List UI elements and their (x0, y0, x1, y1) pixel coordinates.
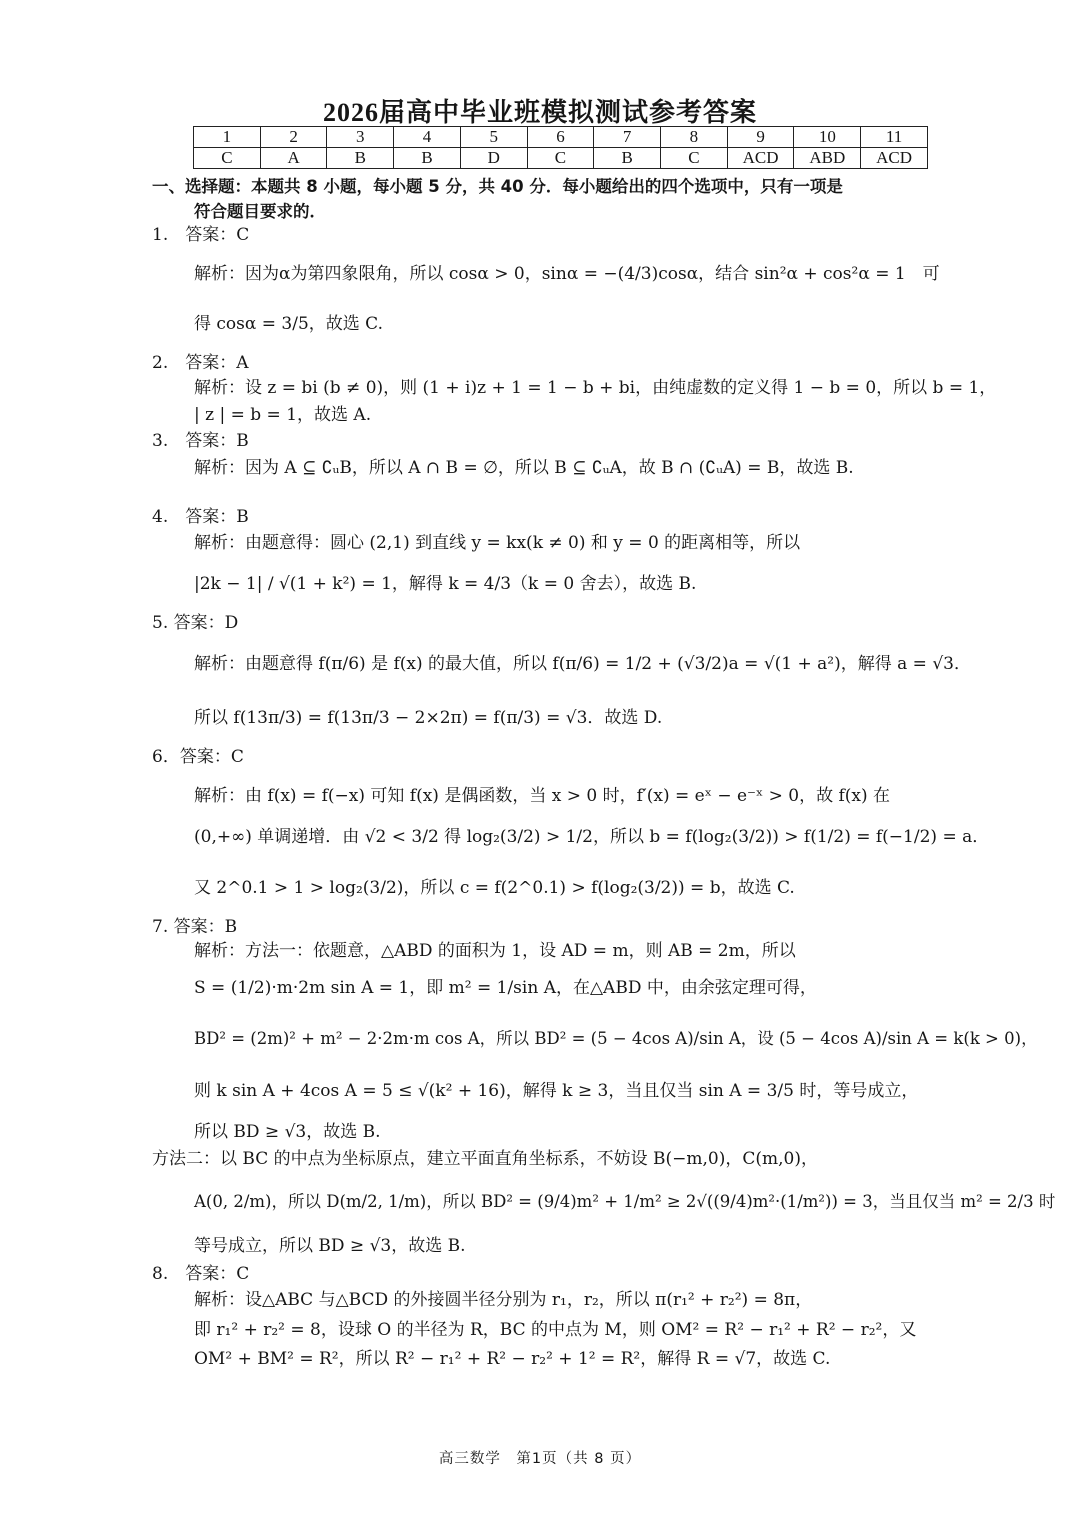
q3-answer: 3. 答案：B (152, 431, 249, 451)
question-number-cell: 10 (794, 127, 861, 148)
q3-solution: 解析：因为 A ⊆ ∁ᵤB，所以 A ∩ B = ∅，所以 B ⊆ ∁ᵤA，故 B ∩ (∁ᵤA) = B，故选 B. (194, 458, 854, 478)
q7-solution: 则 k sin A + 4cos A = 5 ≤ √(k² + 16)，解得 k ≥ 3，当且仅当 sin A = 3/5 时，等号成立， (194, 1081, 919, 1101)
q5-solution: 所以 f(13π/3) = f(13π/3 − 2×2π) = f(π/3) = √3．故选 D. (194, 708, 663, 728)
question-number-cell: 2 (260, 127, 327, 148)
q6-solution: 又 2^0.1 > 1 > log₂(3/2)，所以 c = f(2^0.1) > f(log₂(3/2)) = b，故选 C. (194, 878, 795, 898)
q8-answer: 8. 答案：C (152, 1264, 250, 1284)
answer-cell: A (260, 148, 327, 169)
answer-cell: C (527, 148, 594, 169)
answer-cell: ACD (861, 148, 928, 169)
q1-solution: 得 cosα = 3/5，故选 C. (194, 314, 383, 334)
section-heading: 一、选择题：本题共 8 小题，每小题 5 分，共 40 分．每小题给出的四个选项中，只有一项是 (152, 177, 843, 196)
page-title: 2026届高中毕业班模拟测试参考答案 (322, 98, 757, 127)
q8-solution: OM² + BM² = R²，所以 R² − r₁² + R² − r₂² + 1² = R²，解得 R = √7，故选 C. (194, 1349, 831, 1369)
q4-solution: 解析：由题意得：圆心 (2,1) 到直线 y = kx(k ≠ 0) 和 y = 0 的距离相等，所以 (194, 533, 801, 553)
answer-cell: B (394, 148, 461, 169)
q4-solution: |2k − 1| / √(1 + k²) = 1，解得 k = 4/3（k = 0 舍去），故选 B. (194, 574, 697, 594)
q2-solution: | z | = b = 1，故选 A. (194, 405, 372, 425)
q6-solution: (0,+∞) 单调递增．由 √2 < 3/2 得 log₂(3/2) > 1/2，所以 b = f(log₂(3/2)) > f(1/2) = f(−1/2) = a． (194, 827, 990, 847)
answer-cell: B (594, 148, 661, 169)
answer-key-table (193, 126, 928, 169)
q6-solution: 解析：由 f(x) = f(−x) 可知 f(x) 是偶函数，当 x > 0 时，f′(x) = eˣ − e⁻ˣ > 0，故 f(x) 在 (194, 786, 891, 806)
q4-answer: 4. 答案：B (152, 507, 249, 527)
answer-key-answer-row (194, 148, 928, 169)
question-number-cell: 11 (861, 127, 928, 148)
q7-method2: 等号成立，所以 BD ≥ √3，故选 B. (194, 1236, 466, 1256)
question-number-cell: 9 (727, 127, 794, 148)
answer-cell: D (460, 148, 527, 169)
question-number-cell: 8 (661, 127, 728, 148)
q7-solution: 所以 BD ≥ √3，故选 B. (194, 1122, 381, 1142)
question-number-cell: 7 (594, 127, 661, 148)
question-number-cell: 1 (194, 127, 261, 148)
answer-cell: B (327, 148, 394, 169)
q6-answer: 6．答案：C (152, 747, 244, 767)
page-footer: 高三数学 第1页（共 8 页） (438, 1451, 642, 1467)
q5-answer: 5. 答案：D (152, 613, 239, 633)
q1-solution: 解析：因为α为第四象限角，所以 cosα > 0，sinα = −(4/3)cosα，结合 sin²α + cos²α = 1 可 (194, 264, 940, 284)
answer-cell: C (194, 148, 261, 169)
answer-cell: ACD (727, 148, 794, 169)
q2-answer: 2. 答案：A (152, 353, 249, 373)
answer-cell: C (661, 148, 728, 169)
q1-answer: 1. 答案：C (152, 225, 250, 245)
q7-method2: 方法二：以 BC 的中点为坐标原点，建立平面直角坐标系，不妨设 B(−m,0)，C(m,0)， (152, 1149, 818, 1169)
q7-solution: S = (1/2)·m·2m sin A = 1，即 m² = 1/sin A，在△ABD 中，由余弦定理可得， (194, 978, 817, 998)
q7-answer: 7. 答案：B (152, 917, 238, 937)
question-number-cell: 4 (394, 127, 461, 148)
question-number-cell: 3 (327, 127, 394, 148)
q7-solution: BD² = (2m)² + m² − 2·2m·m cos A，所以 BD² = (5 − 4cos A)/sin A，设 (5 − 4cos A)/sin A = k(k > 0)， (194, 1029, 1038, 1048)
q2-solution: 解析：设 z = bi (b ≠ 0)，则 (1 + i)z + 1 = 1 − b + bi，由纯虚数的定义得 1 − b = 0，所以 b = 1， (194, 378, 997, 398)
question-number-cell: 5 (460, 127, 527, 148)
q5-solution: 解析：由题意得 f(π/6) 是 f(x) 的最大值，所以 f(π/6) = 1/2 + (√3/2)a = √(1 + a²)，解得 a = √3． (194, 654, 971, 674)
question-number-cell: 6 (527, 127, 594, 148)
section-heading-cont: 符合题目要求的． (194, 202, 326, 221)
q8-solution: 即 r₁² + r₂² = 8，设球 O 的半径为 R，BC 的中点为 M，则 OM² = R² − r₁² + R² − r₂²，又 (194, 1320, 917, 1340)
answer-key-number-row (194, 127, 928, 148)
answer-cell: ABD (794, 148, 861, 169)
q7-solution: 解析：方法一：依题意，△ABD 的面积为 1，设 AD = m，则 AB = 2m，所以 (194, 941, 796, 961)
q8-solution: 解析：设△ABC 与△BCD 的外接圆半径分别为 r₁，r₂，所以 π(r₁² + r₂²) = 8π， (194, 1290, 813, 1310)
q7-method2: A(0, 2/m)，所以 D(m/2, 1/m)，所以 BD² = (9/4)m² + 1/m² ≥ 2√((9/4)m²·(1/m²)) = 3，当且仅当 m² = 2/3 时 (194, 1192, 1056, 1211)
